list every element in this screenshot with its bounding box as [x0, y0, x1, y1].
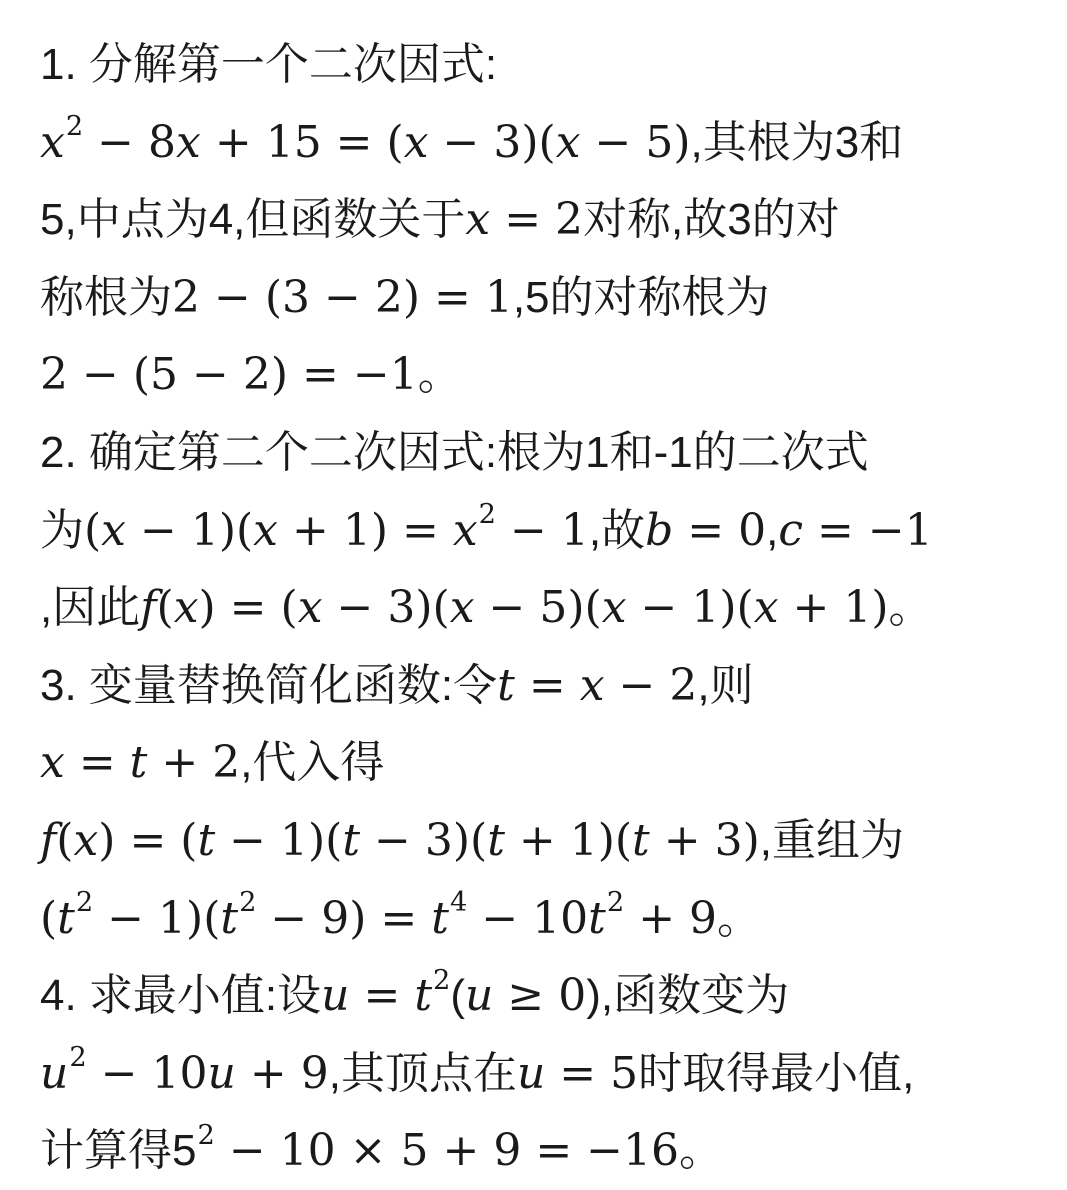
text-segment: ,重组为 — [759, 815, 904, 865]
step-1-line-3 — [40, 181, 1030, 259]
text-segment: 变量替换简化函数:令 — [88, 660, 498, 710]
text-segment: 。 — [717, 893, 762, 943]
solution-document — [40, 26, 1030, 1190]
math-expression: $(t^2 - 1)(t^2 - 9) = t^4 - 10t^2 + 9$ — [40, 887, 718, 944]
step-4-line-2 — [40, 1035, 1030, 1113]
step-number: 3. — [40, 660, 89, 710]
step-1-line-1 — [40, 26, 1030, 104]
text-segment: 。 — [888, 583, 933, 633]
math-expression: b = 0 — [645, 504, 767, 556]
math-expression: 2 − (3 − 2) = 1 — [172, 271, 513, 323]
step-3-line-1 — [40, 647, 1030, 725]
text-segment: ),函数变为 — [586, 971, 790, 1021]
text-segment: ,故 — [588, 505, 646, 555]
text-segment: 。 — [679, 1126, 724, 1176]
step-number: 2. — [40, 427, 89, 477]
step-1-line-2 — [40, 104, 1030, 182]
step-number: 4. — [40, 971, 89, 1021]
text-segment: 求最小值:设 — [88, 971, 322, 1021]
text-segment: 为 — [40, 505, 84, 555]
text-segment: ,其根为3和 — [690, 117, 904, 167]
math-expression: u ≥ 0 — [465, 970, 587, 1022]
math-expression: x = 2 — [465, 194, 584, 246]
step-1-line-5 — [40, 336, 1030, 414]
math-expression: u = 5 — [516, 1047, 639, 1099]
text-segment: ( — [450, 971, 466, 1021]
step-2-line-1 — [40, 414, 1030, 492]
math-expression: $(x - 1)(x + 1) = x^2 - 1$ — [84, 499, 589, 556]
math-expression: c = −1 — [778, 504, 933, 556]
text-segment: 时取得最小值, — [638, 1048, 915, 1098]
math-expression: $^2$ − 10 × 5 + 9 = −16 — [197, 1120, 680, 1177]
math-expression: f(x) = (x − 3)(x − 5)(x − 1)(x + 1) — [140, 582, 889, 634]
text-segment: 对称,故3的对 — [583, 195, 840, 245]
text-segment: 确定第二个二次因式:根为1和-1的二次式 — [88, 427, 869, 477]
text-segment: 计算得5 — [40, 1126, 197, 1176]
step-3-line-2 — [40, 724, 1030, 802]
text-segment: 称根为 — [40, 272, 172, 322]
math-expression: $x^2 - 8x + 15 = (x - 3)(x - 5)$ — [40, 111, 691, 168]
math-expression: t = x − 2 — [497, 659, 698, 711]
step-2-line-3 — [40, 569, 1030, 647]
step-number: 1. — [40, 40, 89, 89]
math-expression: $u^2 - 10u + 9$ — [40, 1042, 329, 1099]
step-2-line-2 — [40, 492, 1030, 570]
text-segment: ,其顶点在 — [328, 1048, 517, 1098]
text-segment: , — [766, 505, 779, 555]
step-3-line-4 — [40, 880, 1030, 958]
text-segment: ,则 — [697, 660, 754, 710]
step-1-line-4 — [40, 259, 1030, 337]
math-expression: 2 − (5 − 2) = −1 — [40, 349, 418, 401]
text-segment: ,因此 — [40, 583, 141, 633]
step-3-line-3 — [40, 802, 1030, 880]
text-segment: ,代入得 — [240, 738, 385, 788]
text-segment: ,5的对称根为 — [512, 272, 770, 322]
text-segment: 5,中点为4,但函数关于 — [40, 195, 466, 245]
math-expression: x = t + 2 — [40, 737, 241, 789]
math-expression: $u = t^2$ — [321, 964, 451, 1022]
step-4-line-3 — [40, 1112, 1030, 1190]
text-segment: 。 — [417, 350, 462, 400]
text-segment: 分解第一个二次因式: — [88, 40, 498, 89]
math-expression: f(x) = (t − 1)(t − 3)(t + 1)(t + 3) — [40, 814, 760, 866]
step-4-line-1 — [40, 957, 1030, 1035]
